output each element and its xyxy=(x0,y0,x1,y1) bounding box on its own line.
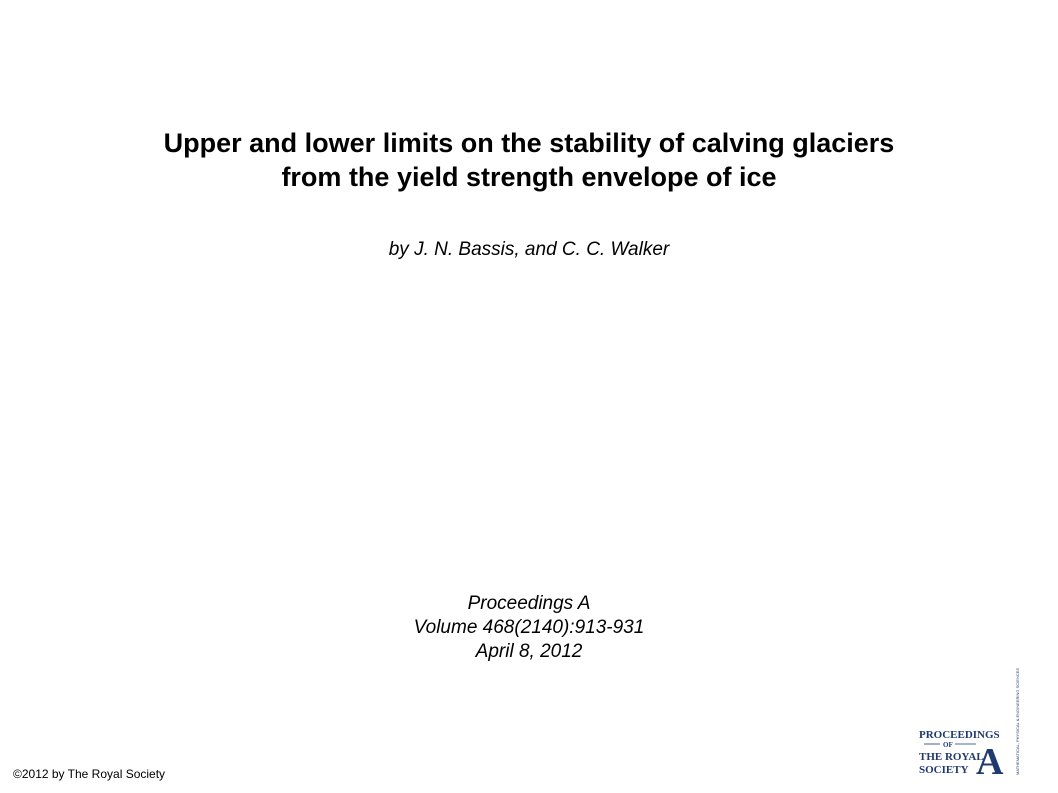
volume-pages: Volume 468(2140):913-931 xyxy=(413,617,645,638)
journal-name: Proceedings A xyxy=(467,593,591,614)
copyright-notice: ©2012 by The Royal Society xyxy=(13,767,166,781)
slide-title xyxy=(0,126,1058,194)
citation-block xyxy=(0,592,1058,664)
logo-side-text: MATHEMATICAL, PHYSICAL & ENGINEERING SCIENCES xyxy=(1015,667,1020,775)
logo-letter: A xyxy=(976,741,1004,783)
logo-line-1: PROCEEDINGS xyxy=(919,729,1000,741)
logo-graphic xyxy=(918,667,1026,783)
proceedings-a-logo xyxy=(918,667,1026,783)
logo-line-4: SOCIETY xyxy=(919,764,969,776)
logo-line-3: THE ROYAL xyxy=(919,751,984,763)
authors: by J. N. Bassis, and C. C. Walker xyxy=(388,239,670,260)
title-line-1: Upper and lower limits on the stability of calving glaciers xyxy=(163,128,895,158)
publication-date: April 8, 2012 xyxy=(475,641,583,662)
title-line-2: from the yield strength envelope of ice xyxy=(281,162,777,192)
logo-line-2: OF xyxy=(943,741,953,749)
